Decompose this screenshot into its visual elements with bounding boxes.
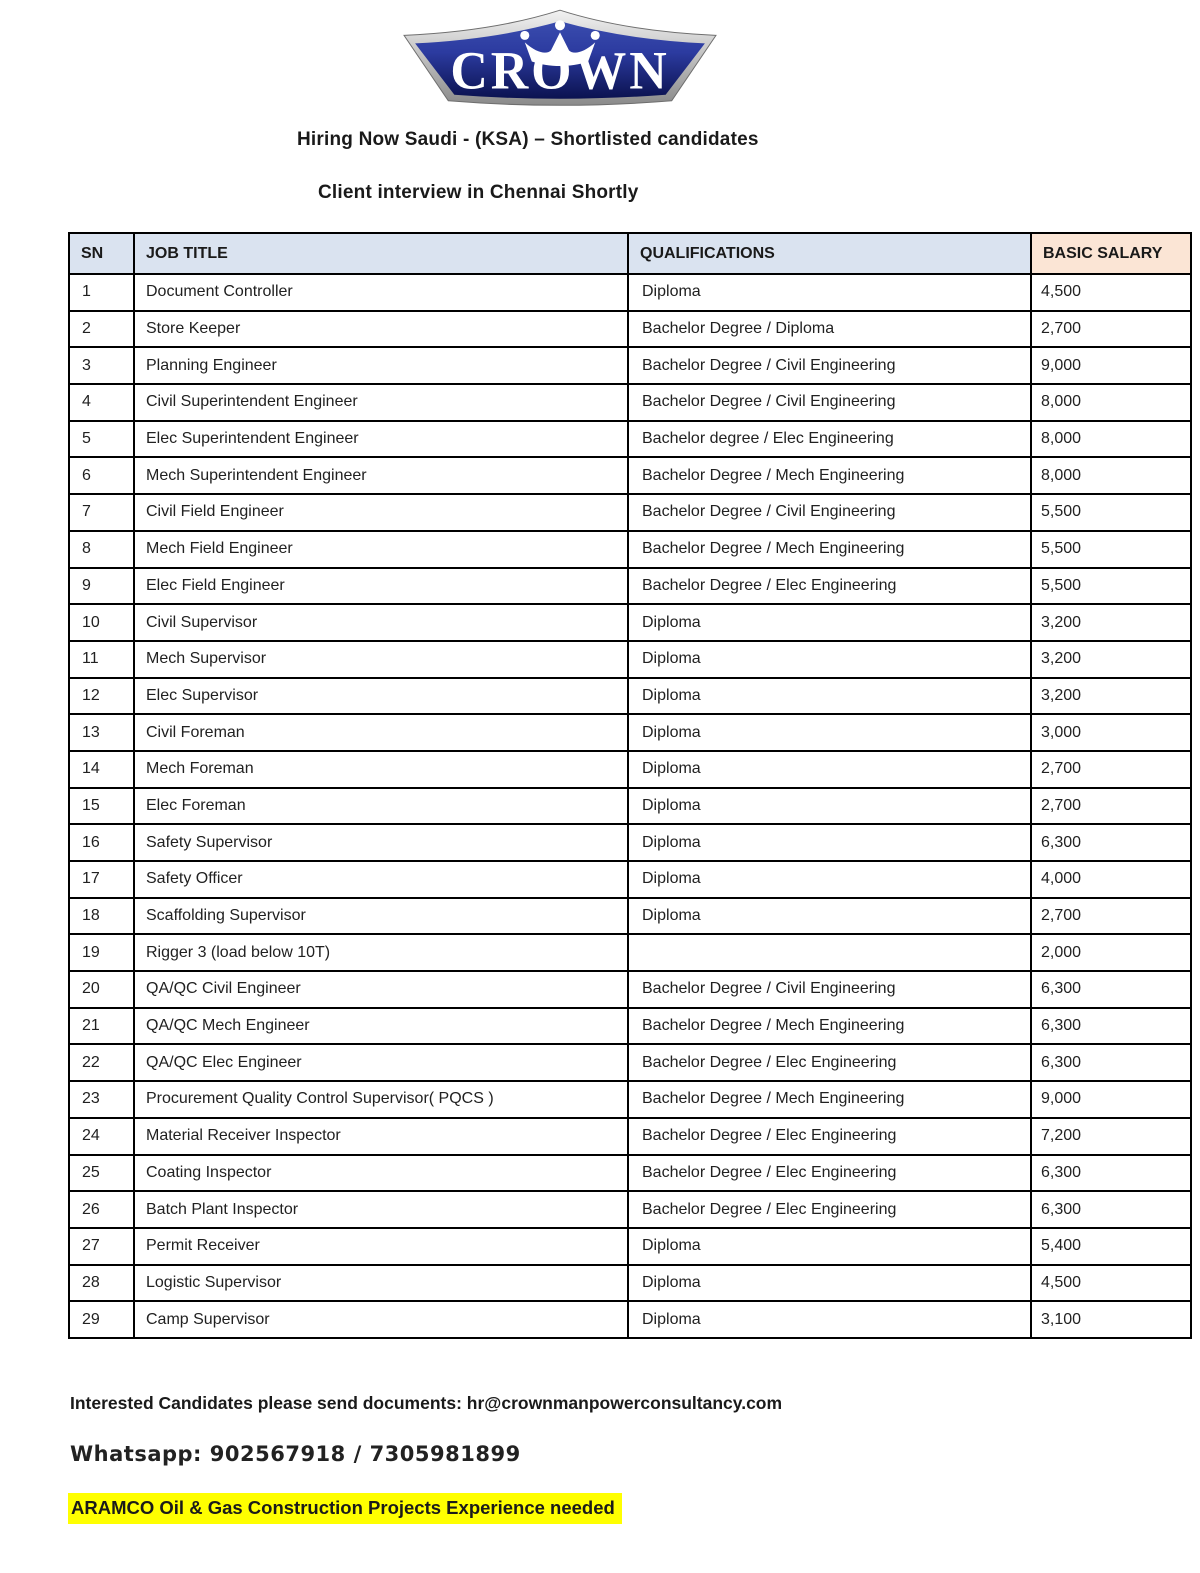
cell-job-title: Elec Field Engineer bbox=[134, 568, 628, 605]
whatsapp-line: Whatsapp: 902567918 / 7305981899 bbox=[70, 1442, 521, 1466]
cell-job-title: QA/QC Elec Engineer bbox=[134, 1044, 628, 1081]
cell-sn: 17 bbox=[69, 861, 134, 898]
table-row bbox=[69, 1191, 1191, 1228]
cell-sn: 11 bbox=[69, 641, 134, 678]
cell-job-title: Safety Officer bbox=[134, 861, 628, 898]
table-row bbox=[69, 494, 1191, 531]
cell-basic-salary: 5,400 bbox=[1031, 1228, 1191, 1265]
cell-basic-salary: 3,200 bbox=[1031, 678, 1191, 715]
cell-basic-salary: 5,500 bbox=[1031, 568, 1191, 605]
cell-job-title: Batch Plant Inspector bbox=[134, 1191, 628, 1228]
cell-qualifications: Bachelor Degree / Elec Engineering bbox=[628, 1191, 1031, 1228]
cell-basic-salary: 2,000 bbox=[1031, 934, 1191, 971]
table-row bbox=[69, 1265, 1191, 1302]
table-row bbox=[69, 788, 1191, 825]
cell-qualifications: Diploma bbox=[628, 824, 1031, 861]
table-row bbox=[69, 311, 1191, 348]
cell-basic-salary: 2,700 bbox=[1031, 751, 1191, 788]
cell-qualifications: Diploma bbox=[628, 1301, 1031, 1338]
cell-job-title: Material Receiver Inspector bbox=[134, 1118, 628, 1155]
column-header-qualifications: QUALIFICATIONS bbox=[628, 233, 1031, 274]
column-header-job-title: JOB TITLE bbox=[134, 233, 628, 274]
table-row bbox=[69, 457, 1191, 494]
cell-job-title: Scaffolding Supervisor bbox=[134, 898, 628, 935]
jobs-table bbox=[68, 232, 1192, 1339]
cell-qualifications: Diploma bbox=[628, 1228, 1031, 1265]
cell-qualifications: Bachelor Degree / Civil Engineering bbox=[628, 347, 1031, 384]
cell-job-title: Permit Receiver bbox=[134, 1228, 628, 1265]
cell-sn: 26 bbox=[69, 1191, 134, 1228]
table-row bbox=[69, 861, 1191, 898]
table-row bbox=[69, 678, 1191, 715]
jobs-table-body bbox=[69, 274, 1191, 1338]
cell-qualifications: Bachelor Degree / Elec Engineering bbox=[628, 1155, 1031, 1192]
cell-qualifications: Bachelor Degree / Elec Engineering bbox=[628, 1118, 1031, 1155]
cell-qualifications: Bachelor Degree / Mech Engineering bbox=[628, 457, 1031, 494]
cell-basic-salary: 6,300 bbox=[1031, 1008, 1191, 1045]
cell-qualifications: Bachelor Degree / Elec Engineering bbox=[628, 1044, 1031, 1081]
cell-qualifications: Diploma bbox=[628, 714, 1031, 751]
cell-sn: 9 bbox=[69, 568, 134, 605]
cell-basic-salary: 9,000 bbox=[1031, 1081, 1191, 1118]
logo-text: CROWN bbox=[450, 40, 670, 101]
table-row bbox=[69, 1081, 1191, 1118]
cell-job-title: Store Keeper bbox=[134, 311, 628, 348]
cell-sn: 21 bbox=[69, 1008, 134, 1045]
cell-job-title: Procurement Quality Control Supervisor( PQCS ) bbox=[134, 1081, 628, 1118]
cell-qualifications: Diploma bbox=[628, 1265, 1031, 1302]
cell-basic-salary: 3,000 bbox=[1031, 714, 1191, 751]
cell-sn: 18 bbox=[69, 898, 134, 935]
cell-sn: 29 bbox=[69, 1301, 134, 1338]
cell-job-title: Elec Superintendent Engineer bbox=[134, 421, 628, 458]
table-row bbox=[69, 347, 1191, 384]
cell-sn: 4 bbox=[69, 384, 134, 421]
cell-basic-salary: 4,000 bbox=[1031, 861, 1191, 898]
cell-qualifications: Bachelor Degree / Civil Engineering bbox=[628, 971, 1031, 1008]
table-row bbox=[69, 751, 1191, 788]
table-row bbox=[69, 971, 1191, 1008]
cell-basic-salary: 6,300 bbox=[1031, 1191, 1191, 1228]
cell-basic-salary: 3,100 bbox=[1031, 1301, 1191, 1338]
cell-job-title: Mech Foreman bbox=[134, 751, 628, 788]
page-title: Hiring Now Saudi - (KSA) – Shortlisted candidates bbox=[297, 129, 759, 150]
cell-job-title: Mech Field Engineer bbox=[134, 531, 628, 568]
table-row bbox=[69, 1228, 1191, 1265]
cell-sn: 7 bbox=[69, 494, 134, 531]
cell-sn: 1 bbox=[69, 274, 134, 311]
page-subtitle: Client interview in Chennai Shortly bbox=[318, 182, 639, 203]
table-row bbox=[69, 1155, 1191, 1192]
cell-qualifications: Bachelor Degree / Mech Engineering bbox=[628, 531, 1031, 568]
contact-line: Interested Candidates please send documents: hr@crownmanpowerconsultancy.com bbox=[70, 1393, 783, 1413]
cell-job-title: Camp Supervisor bbox=[134, 1301, 628, 1338]
cell-sn: 16 bbox=[69, 824, 134, 861]
cell-sn: 13 bbox=[69, 714, 134, 751]
cell-basic-salary: 6,300 bbox=[1031, 824, 1191, 861]
table-row bbox=[69, 384, 1191, 421]
cell-job-title: QA/QC Civil Engineer bbox=[134, 971, 628, 1008]
cell-qualifications: Diploma bbox=[628, 678, 1031, 715]
cell-sn: 12 bbox=[69, 678, 134, 715]
cell-qualifications: Bachelor Degree / Diploma bbox=[628, 311, 1031, 348]
cell-job-title: Document Controller bbox=[134, 274, 628, 311]
cell-basic-salary: 6,300 bbox=[1031, 971, 1191, 1008]
cell-job-title: Civil Field Engineer bbox=[134, 494, 628, 531]
cell-basic-salary: 7,200 bbox=[1031, 1118, 1191, 1155]
cell-sn: 14 bbox=[69, 751, 134, 788]
cell-sn: 23 bbox=[69, 1081, 134, 1118]
cell-basic-salary: 4,500 bbox=[1031, 1265, 1191, 1302]
cell-qualifications: Diploma bbox=[628, 861, 1031, 898]
cell-basic-salary: 6,300 bbox=[1031, 1044, 1191, 1081]
cell-basic-salary: 2,700 bbox=[1031, 898, 1191, 935]
cell-qualifications: Bachelor Degree / Mech Engineering bbox=[628, 1081, 1031, 1118]
cell-sn: 15 bbox=[69, 788, 134, 825]
table-row bbox=[69, 568, 1191, 605]
cell-qualifications bbox=[628, 934, 1031, 971]
cell-sn: 8 bbox=[69, 531, 134, 568]
cell-basic-salary: 8,000 bbox=[1031, 384, 1191, 421]
column-header-sn: SN bbox=[69, 233, 134, 274]
cell-sn: 5 bbox=[69, 421, 134, 458]
cell-qualifications: Diploma bbox=[628, 604, 1031, 641]
cell-job-title: Elec Foreman bbox=[134, 788, 628, 825]
table-row bbox=[69, 1044, 1191, 1081]
cell-sn: 2 bbox=[69, 311, 134, 348]
cell-qualifications: Diploma bbox=[628, 751, 1031, 788]
table-row bbox=[69, 898, 1191, 935]
table-header-row bbox=[69, 233, 1191, 274]
cell-job-title: Rigger 3 (load below 10T) bbox=[134, 934, 628, 971]
cell-sn: 22 bbox=[69, 1044, 134, 1081]
cell-sn: 10 bbox=[69, 604, 134, 641]
table-row bbox=[69, 824, 1191, 861]
cell-sn: 24 bbox=[69, 1118, 134, 1155]
cell-job-title: Safety Supervisor bbox=[134, 824, 628, 861]
cell-basic-salary: 2,700 bbox=[1031, 311, 1191, 348]
cell-basic-salary: 5,500 bbox=[1031, 494, 1191, 531]
cell-basic-salary: 3,200 bbox=[1031, 604, 1191, 641]
table-row bbox=[69, 1008, 1191, 1045]
cell-qualifications: Bachelor Degree / Elec Engineering bbox=[628, 568, 1031, 605]
cell-job-title: Civil Foreman bbox=[134, 714, 628, 751]
crown-logo bbox=[398, 9, 722, 106]
cell-job-title: Logistic Supervisor bbox=[134, 1265, 628, 1302]
cell-basic-salary: 5,500 bbox=[1031, 531, 1191, 568]
cell-basic-salary: 4,500 bbox=[1031, 274, 1191, 311]
highlight-line: ARAMCO Oil & Gas Construction Projects Experience needed bbox=[68, 1493, 622, 1524]
cell-qualifications: Diploma bbox=[628, 274, 1031, 311]
cell-job-title: Coating Inspector bbox=[134, 1155, 628, 1192]
cell-job-title: Mech Supervisor bbox=[134, 641, 628, 678]
cell-basic-salary: 6,300 bbox=[1031, 1155, 1191, 1192]
table-row bbox=[69, 1301, 1191, 1338]
cell-job-title: Civil Supervisor bbox=[134, 604, 628, 641]
cell-basic-salary: 8,000 bbox=[1031, 421, 1191, 458]
cell-job-title: Mech Superintendent Engineer bbox=[134, 457, 628, 494]
table-row bbox=[69, 1118, 1191, 1155]
table-row bbox=[69, 274, 1191, 311]
cell-qualifications: Bachelor Degree / Civil Engineering bbox=[628, 384, 1031, 421]
cell-qualifications: Diploma bbox=[628, 898, 1031, 935]
cell-qualifications: Bachelor Degree / Civil Engineering bbox=[628, 494, 1031, 531]
cell-basic-salary: 2,700 bbox=[1031, 788, 1191, 825]
cell-job-title: Planning Engineer bbox=[134, 347, 628, 384]
cell-sn: 20 bbox=[69, 971, 134, 1008]
cell-sn: 27 bbox=[69, 1228, 134, 1265]
cell-qualifications: Bachelor Degree / Mech Engineering bbox=[628, 1008, 1031, 1045]
column-header-basic-salary: BASIC SALARY bbox=[1031, 233, 1191, 274]
cell-job-title: Civil Superintendent Engineer bbox=[134, 384, 628, 421]
cell-basic-salary: 8,000 bbox=[1031, 457, 1191, 494]
cell-qualifications: Diploma bbox=[628, 788, 1031, 825]
cell-sn: 19 bbox=[69, 934, 134, 971]
cell-sn: 6 bbox=[69, 457, 134, 494]
cell-qualifications: Diploma bbox=[628, 641, 1031, 678]
table-row bbox=[69, 531, 1191, 568]
table-row bbox=[69, 934, 1191, 971]
table-row bbox=[69, 641, 1191, 678]
crown-logo-image bbox=[398, 9, 722, 106]
table-row bbox=[69, 421, 1191, 458]
cell-basic-salary: 3,200 bbox=[1031, 641, 1191, 678]
cell-job-title: QA/QC Mech Engineer bbox=[134, 1008, 628, 1045]
table-row bbox=[69, 604, 1191, 641]
cell-sn: 25 bbox=[69, 1155, 134, 1192]
cell-basic-salary: 9,000 bbox=[1031, 347, 1191, 384]
cell-job-title: Elec Supervisor bbox=[134, 678, 628, 715]
cell-sn: 28 bbox=[69, 1265, 134, 1302]
table-row bbox=[69, 714, 1191, 751]
cell-sn: 3 bbox=[69, 347, 134, 384]
cell-qualifications: Bachelor degree / Elec Engineering bbox=[628, 421, 1031, 458]
